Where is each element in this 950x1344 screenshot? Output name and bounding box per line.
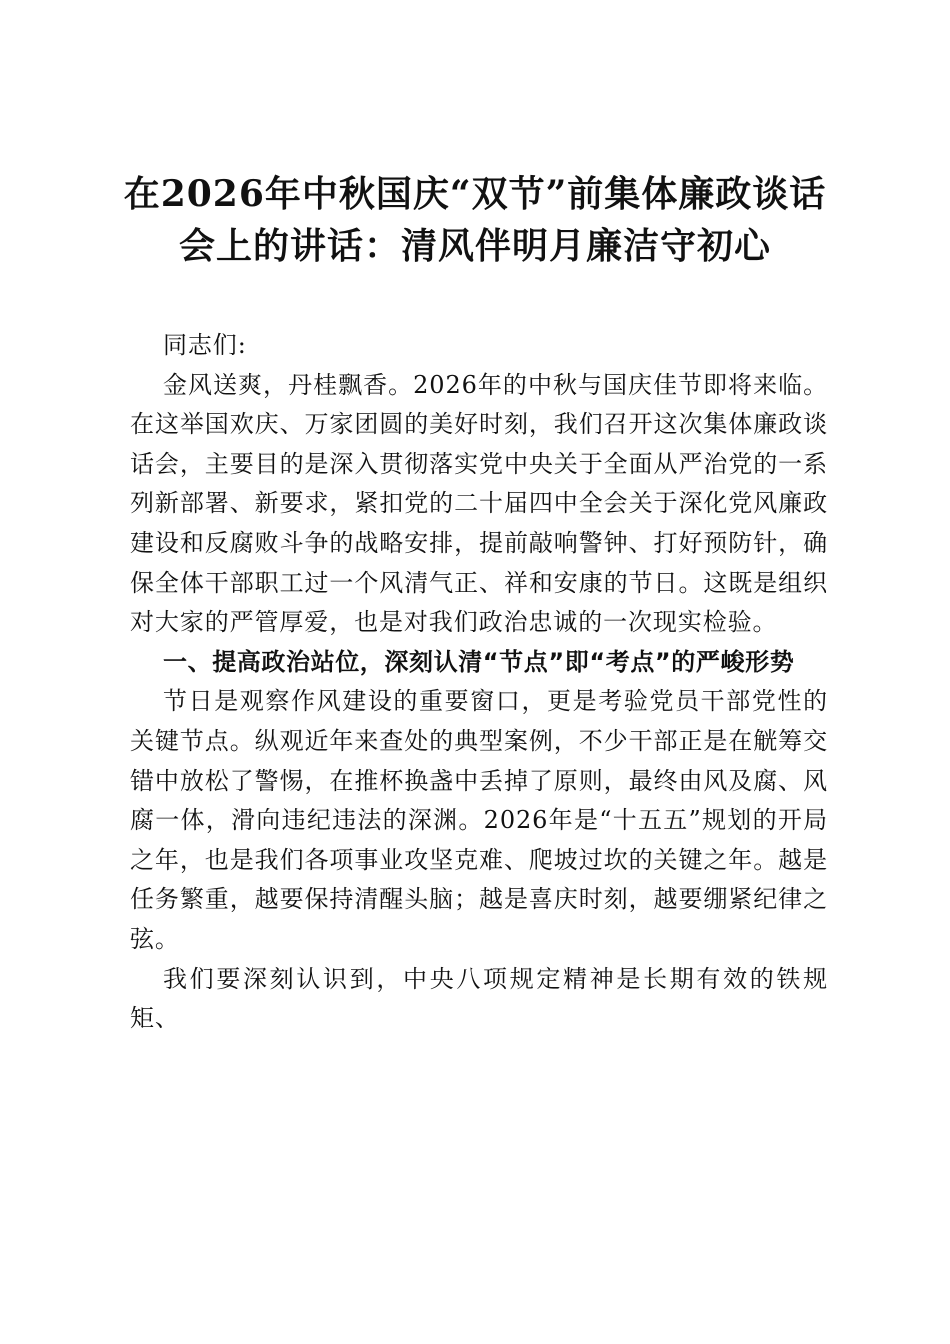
title-line-2: 会上的讲话：清风伴明月廉洁守初心 xyxy=(178,225,771,267)
document-body xyxy=(130,326,828,1039)
paragraph-3: 我们要深刻认识到，中央八项规定精神是长期有效的铁规矩、 xyxy=(130,964,828,1033)
title-line-1: 在2026年中秋国庆“双节”前集体廉政谈话 xyxy=(123,173,827,215)
paragraph-2: 节日是观察作风建设的重要窗口，更是考验党员干部党性的关键节点。纵观近年来查处的典型案例，不少干部正是在觥筹交错中放松了警惕，在推杯换盏中丢掉了原则，最终由风及腐、风腐一体，滑向违纪违法的深渊。2026年是“十五五”规划的开局之年，也是我们各项事业攻坚克难、爬坡过坎的关键之年。越是任务繁重，越要保持清醒头脑；越是喜庆时刻，越要绷紧纪律之弦。 xyxy=(130,687,828,953)
salutation: 同志们: xyxy=(163,331,247,359)
section-heading-1: 一、提高政治站位，深刻认清“节点”即“考点”的严峻形势 xyxy=(163,647,795,676)
document-title xyxy=(100,168,850,272)
paragraph-1: 金风送爽，丹桂飘香。2026年的中秋与国庆佳节即将来临。在这举国欢庆、万家团圆的美好时刻，我们召开这次集体廉政谈话会，主要目的是深入贯彻落实党中央关于全面从严治党的一系列新部署、新要求，紧扣党的二十届四中全会关于深化党风廉政建设和反腐败斗争的战略安排，提前敲响警钟、打好预防针，确保全体干部职工过一个风清气正、祥和安康的节日。这既是组织对大家的严管厚爱，也是对我们政治忠诚的一次现实检验。 xyxy=(130,370,828,637)
